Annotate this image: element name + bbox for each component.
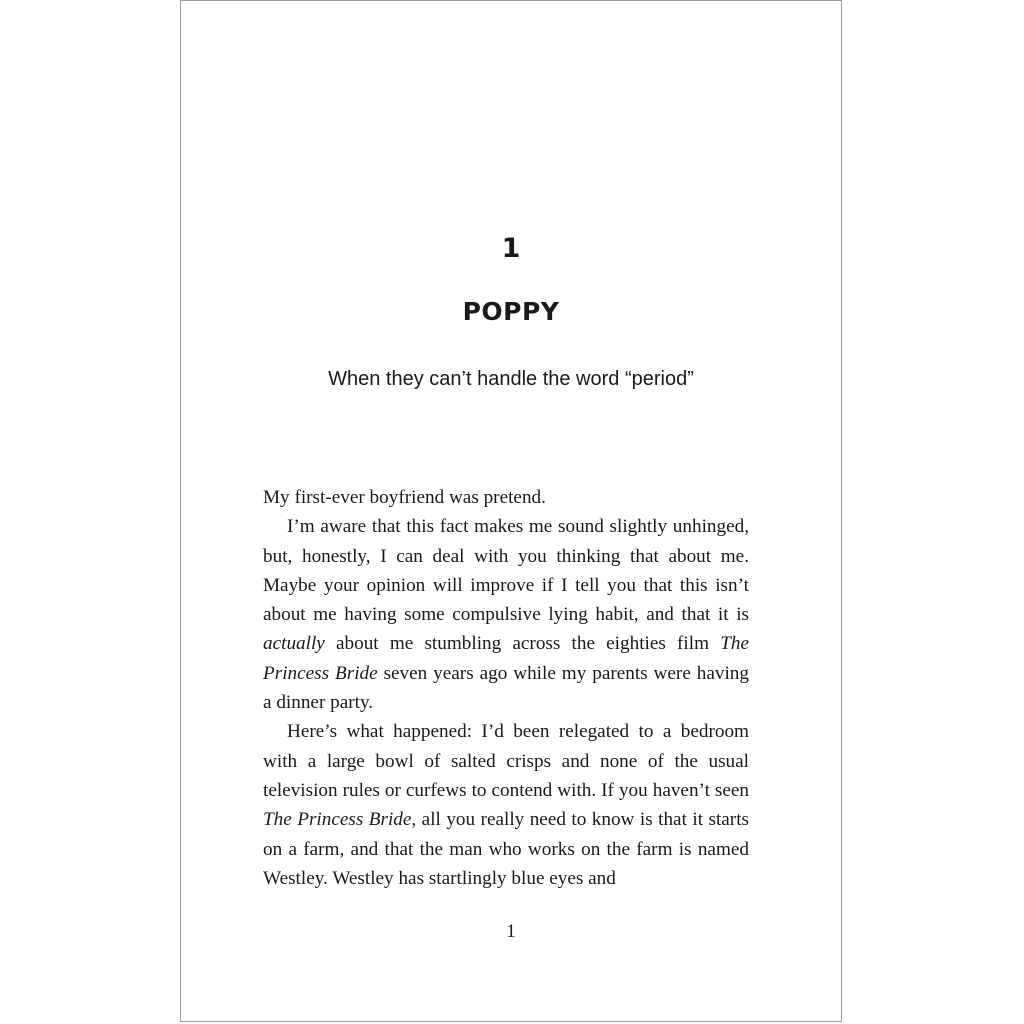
chapter-number: 1 — [501, 233, 521, 264]
page-number: 1 — [506, 921, 516, 942]
italic-text-segment: actually — [263, 633, 325, 655]
text-segment: I’m aware that this fact makes me sound slightly unhinged, but, honestly, I can deal with you thinking that about me. Maybe your opinion will improve if I tell you that this isn’t about me having some compulsive lying habit, and that it is — [263, 516, 749, 626]
paragraph-3 — [263, 717, 749, 893]
paragraph-1 — [263, 483, 749, 512]
body-text — [263, 483, 749, 893]
text-segment: , all you really need to know is that it starts on a farm, and that the man who works on the farm is named Westley. Westley has startlingly blue eyes and — [263, 809, 749, 889]
paragraph-2 — [263, 512, 749, 717]
italic-text-segment: The Princess Bride — [263, 633, 749, 684]
text-segment: Here’s what happened: I’d been relegated to a bedroom with a large bowl of salted crisps and none of the usual television rules or curfews to contend with. If you haven’t seen — [263, 721, 749, 801]
text-segment: seven years ago while my parents were having a dinner party. — [263, 662, 749, 714]
chapter-subtitle: When they can’t handle the word “period” — [328, 368, 694, 390]
italic-text-segment: The Princess Bride — [263, 809, 412, 831]
chapter-title: POPPY — [462, 297, 560, 326]
text-segment: My first-ever boyfriend was pretend. — [263, 487, 546, 508]
text-segment: about me stumbling across the eighties film — [324, 633, 721, 655]
book-page — [180, 0, 842, 1022]
